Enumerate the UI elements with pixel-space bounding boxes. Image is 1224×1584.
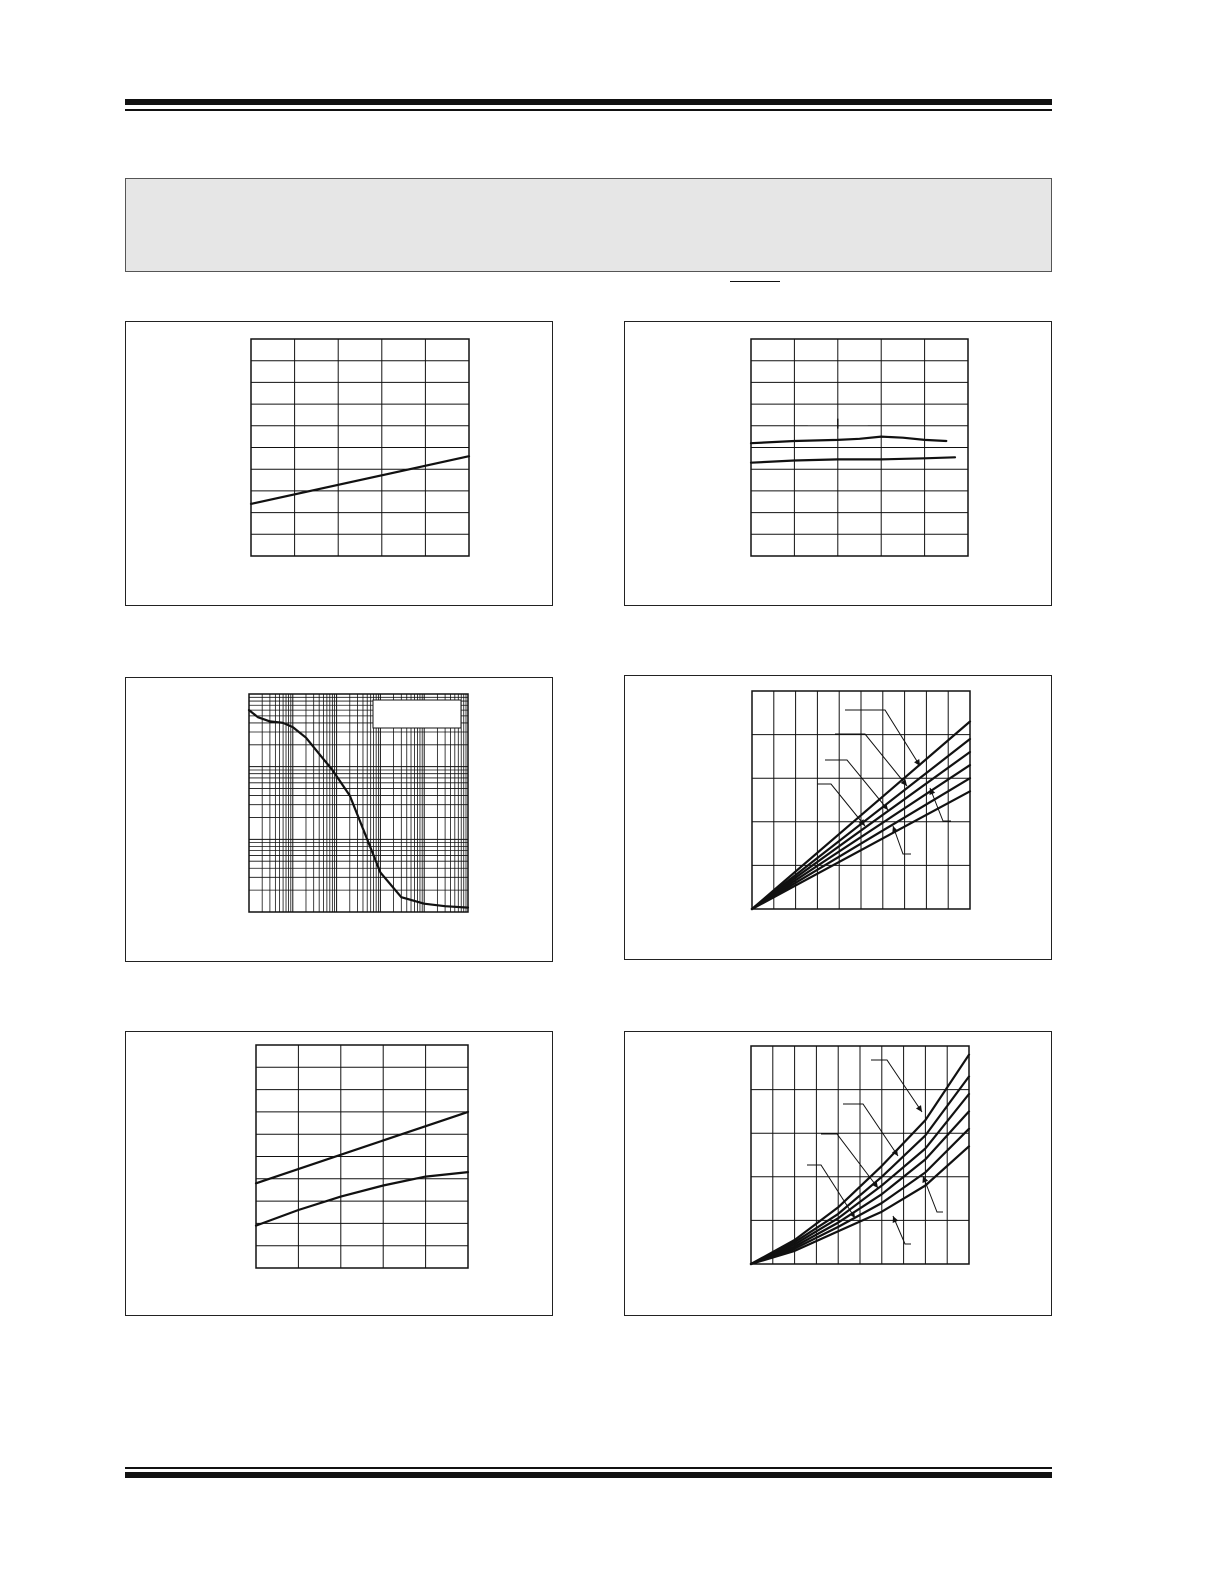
footer-rule-thick <box>125 1472 1052 1478</box>
chart-5 <box>126 1032 554 1317</box>
leader-line <box>817 784 865 826</box>
leader-arrow <box>843 1104 898 1156</box>
leader-line <box>843 1104 898 1156</box>
series-line-1 <box>256 1112 468 1183</box>
series-line-1 <box>249 710 468 908</box>
section-banner <box>125 178 1052 272</box>
chart-6 <box>625 1032 1053 1317</box>
header-rule-thick <box>125 99 1052 105</box>
leader-arrow <box>871 1060 922 1112</box>
leader-arrow <box>825 760 888 810</box>
chart-panel-4 <box>624 675 1052 960</box>
grid-lines <box>752 691 970 909</box>
chart-panel-3 <box>125 677 553 962</box>
leader-arrow <box>821 1134 878 1188</box>
grid-lines <box>751 1046 969 1264</box>
grid-lines <box>256 1045 468 1268</box>
leader-arrow <box>892 826 911 854</box>
leader-line <box>871 1060 922 1112</box>
arrow-head <box>914 759 920 766</box>
chart-2 <box>625 322 1053 607</box>
overline-mark <box>730 281 780 282</box>
chart-panel-6 <box>624 1031 1052 1316</box>
header-rule-thin <box>125 109 1052 111</box>
arrow-head <box>849 1211 855 1218</box>
chart-4 <box>625 676 1053 961</box>
chart-panel-5 <box>125 1031 553 1316</box>
chart-panel-1 <box>125 321 553 606</box>
leader-line <box>825 760 888 810</box>
chart-panel-2 <box>624 321 1052 606</box>
arrow-head <box>916 1105 922 1112</box>
series-line-1 <box>751 437 946 444</box>
chart-1 <box>126 322 554 607</box>
leader-arrow <box>817 784 865 826</box>
legend-box <box>373 700 461 728</box>
footer-rule-thin <box>125 1467 1052 1469</box>
grid-lines <box>251 339 469 556</box>
series-line-2 <box>256 1172 468 1226</box>
series-line-1 <box>251 456 469 504</box>
leader-line <box>821 1134 878 1188</box>
grid-lines <box>751 339 968 556</box>
chart-3 <box>126 678 554 963</box>
